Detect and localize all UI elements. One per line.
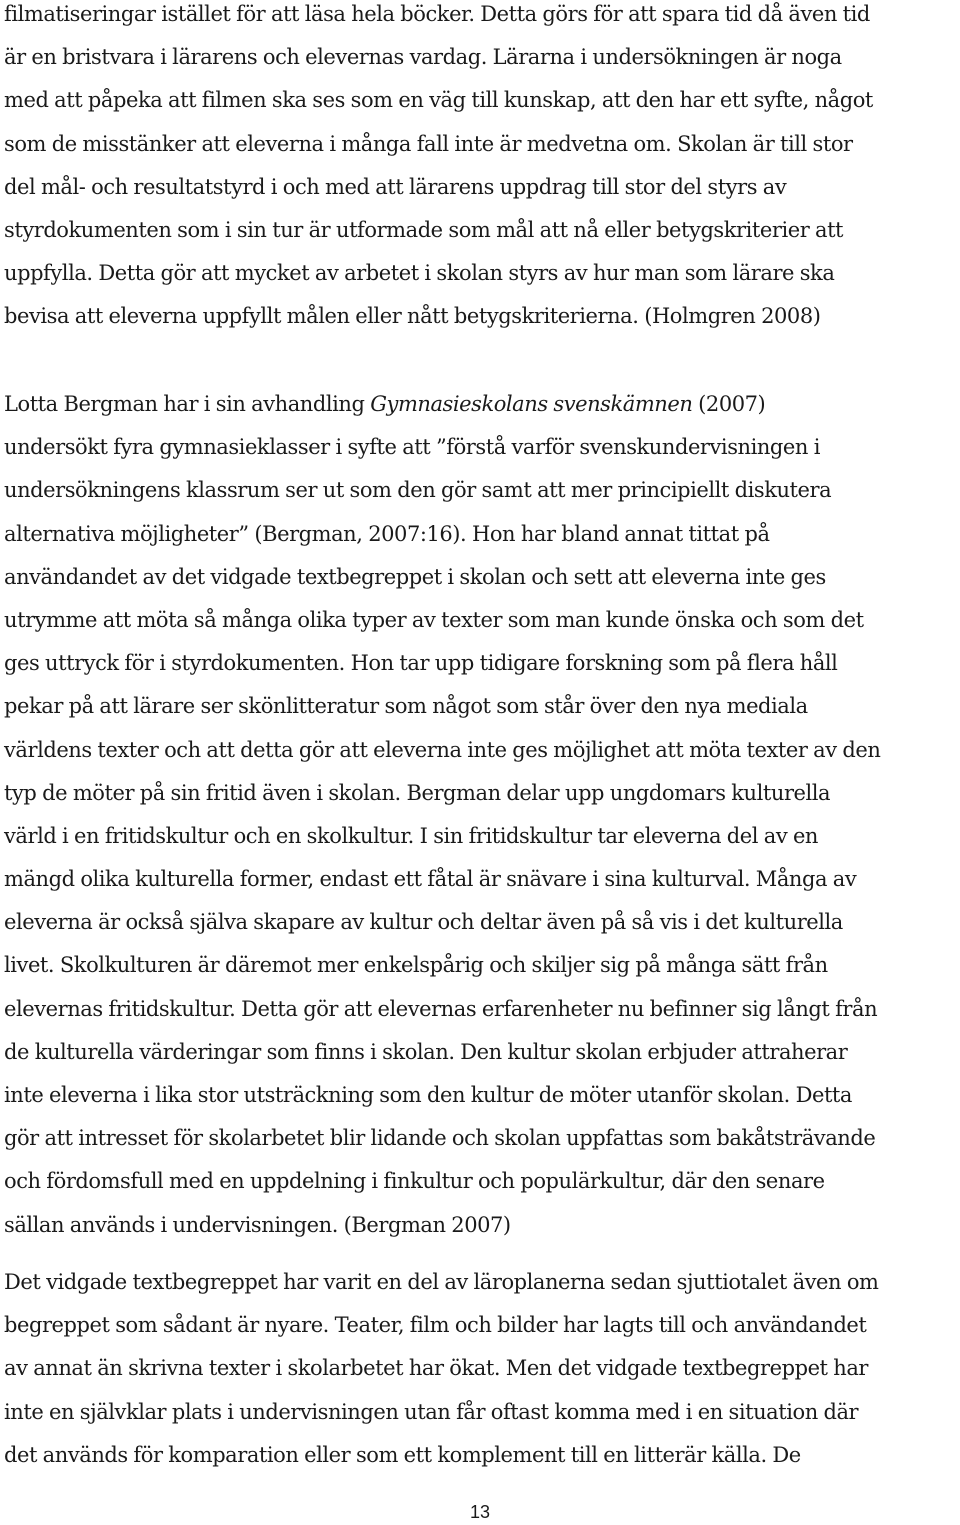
paragraph-film-adaptations xyxy=(4,0,873,339)
text-line: gör att intresset för skolarbetet blir lidande och skolan uppfattas som bakåtsträvande xyxy=(4,1126,876,1151)
text-line: värld i en fritidskultur och en skolkultur. I sin fritidskultur tar eleverna del av en xyxy=(4,823,819,848)
paragraph-bergman-thesis xyxy=(4,383,880,1247)
text-line: alternativa möjligheter” (Bergman, 2007:16). Hon har bland annat tittat på xyxy=(4,521,770,546)
text-line: ges uttryck för i styrdokumenten. Hon tar upp tidigare forskning som på flera håll xyxy=(4,651,838,676)
text-line: och fördomsfull med en uppdelning i finkultur och populärkultur, där den senare xyxy=(4,1169,825,1194)
text-line: mängd olika kulturella former, endast ett fåtal är snävare i sina kulturval. Många av xyxy=(4,867,857,892)
text-line: de kulturella värderingar som finns i skolan. Den kultur skolan erbjuder attraherar xyxy=(4,1039,848,1064)
text-line-first xyxy=(4,383,880,426)
text-line: är en bristvara i lärarens och elevernas vardag. Lärarna i undersökningen är noga xyxy=(4,45,842,70)
text-line: användandet av det vidgade textbegreppet i skolan och sett att eleverna inte ges xyxy=(4,564,826,589)
text-line: av annat än skrivna texter i skolarbetet har ökat. Men det vidgade textbegreppet har xyxy=(4,1356,869,1381)
text-line: utrymme att möta så många olika typer av texter som man kunde önska och som det xyxy=(4,607,864,632)
text-line: undersökt fyra gymnasieklasser i syfte att ”förstå varför svenskundervisningen i xyxy=(4,435,820,460)
text-line: det används för komparation eller som ett komplement till en litterär källa. De xyxy=(4,1442,801,1467)
text-line: undersökningens klassrum ser ut som den gör samt att mer principiellt diskutera xyxy=(4,478,832,503)
page-number: 13 xyxy=(469,1502,491,1522)
text-line: världens texter och att detta gör att eleverna inte ges möjlighet att möta texter av den xyxy=(4,737,881,762)
text-segment: (2007) xyxy=(692,392,766,416)
text-line: elevernas fritidskultur. Detta gör att elevernas erfarenheter nu befinner sig långt från xyxy=(4,996,878,1021)
text-segment: Lotta Bergman har i sin avhandling xyxy=(4,392,371,416)
text-line: Det vidgade textbegreppet har varit en del av läroplanerna sedan sjuttiotalet även om xyxy=(4,1270,879,1294)
text-line: typ de möter på sin fritid även i skolan. Bergman delar upp ungdomars kulturella xyxy=(4,780,831,805)
text-line: inte eleverna i lika stor utsträckning som den kultur de möter utanför skolan. Detta xyxy=(4,1083,852,1107)
paragraph-extended-text-concept xyxy=(4,1261,879,1477)
text-line: filmatiseringar istället för att läsa hela böcker. Detta görs för att spara tid då även tid xyxy=(4,2,870,26)
text-line: begreppet som sådant är nyare. Teater, film och bilder har lagts till och användandet xyxy=(4,1313,867,1338)
text-line: bevisa att eleverna uppfyllt målen eller nått betygskriterierna. (Holmgren 2008) xyxy=(4,304,821,329)
text-line: pekar på att lärare ser skönlitteratur som något som står över den nya mediala xyxy=(4,694,808,719)
thesis-title: Gymnasieskolans svenskämnen xyxy=(370,392,693,416)
text-line: som de misstänker att eleverna i många fall inte är medvetna om. Skolan är till stor xyxy=(4,131,853,156)
text-line: sällan används i undervisningen. (Bergman 2007) xyxy=(4,1212,511,1237)
text-line: styrdokumenten som i sin tur är utformade som mål att nå eller betygskriterier att xyxy=(4,217,844,242)
text-line: livet. Skolkulturen är däremot mer enkelspårig och skiljer sig på många sätt från xyxy=(4,953,828,978)
text-line: eleverna är också själva skapare av kultur och deltar även på så vis i det kulturella xyxy=(4,910,843,935)
text-line: uppfylla. Detta gör att mycket av arbetet i skolan styrs av hur man som lärare ska xyxy=(4,261,835,286)
text-line: del mål- och resultatstyrd i och med att lärarens uppdrag till stor del styrs av xyxy=(4,174,787,199)
text-line: med att påpeka att filmen ska ses som en väg till kunskap, att den har ett syfte, något xyxy=(4,88,873,113)
text-line: inte en självklar plats i undervisningen utan får oftast komma med i en situation där xyxy=(4,1399,859,1424)
